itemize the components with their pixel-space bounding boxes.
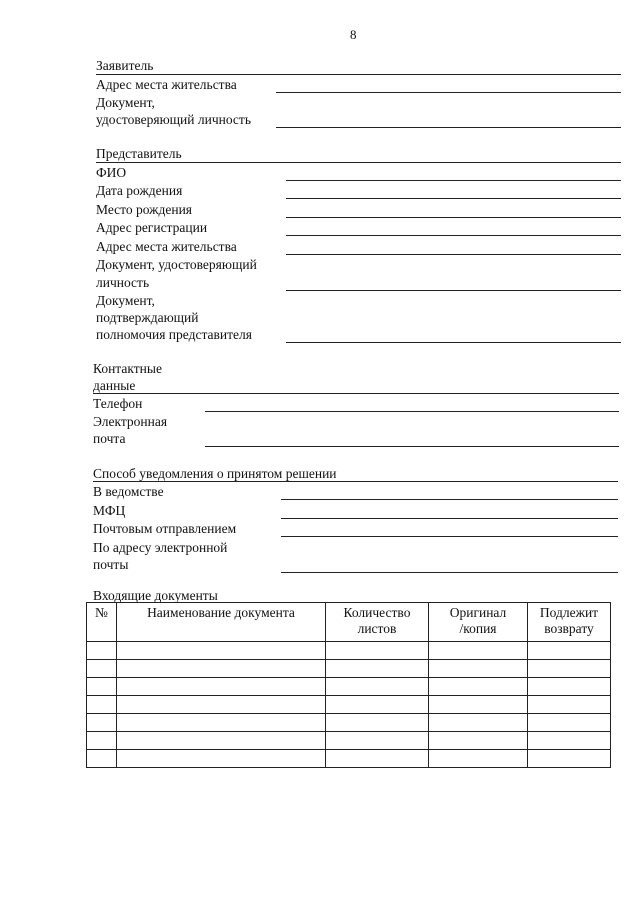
applicant-id-document-field[interactable]	[276, 127, 621, 128]
col-count-header	[326, 603, 429, 642]
contacts-phone-field[interactable]	[205, 411, 619, 412]
notification-option-mfc: МФЦ	[93, 503, 126, 518]
contacts-divider	[93, 393, 619, 394]
table-cell[interactable]	[326, 750, 429, 768]
contacts-email-field[interactable]	[205, 446, 619, 447]
col-original-header	[429, 603, 528, 642]
col-name-text: Наименование документа	[147, 605, 295, 620]
table-row	[87, 660, 611, 678]
representative-fio-label: ФИО	[96, 165, 127, 180]
col-count-text-2: листов	[357, 621, 397, 636]
representative-registration-label: Адрес регистрации	[96, 220, 208, 235]
table-cell[interactable]	[117, 714, 326, 732]
representative-id-document-label-2: личность	[96, 275, 150, 290]
table-cell[interactable]	[429, 678, 528, 696]
table-cell[interactable]	[117, 732, 326, 750]
table-cell[interactable]	[528, 714, 611, 732]
notification-divider	[93, 481, 618, 482]
documents-header-row	[87, 603, 611, 642]
representative-address-field[interactable]	[286, 254, 621, 255]
applicant-id-document-label-2: удостоверяющий личность	[96, 112, 251, 127]
representative-authority-field[interactable]	[286, 342, 621, 343]
representative-divider	[96, 162, 621, 163]
table-cell[interactable]	[528, 696, 611, 714]
table-cell[interactable]	[429, 714, 528, 732]
table-cell[interactable]	[117, 696, 326, 714]
table-cell[interactable]	[87, 678, 117, 696]
col-return-text-1: Подлежит	[539, 605, 599, 620]
notification-title: Способ уведомления о принятом решении	[93, 466, 337, 481]
table-cell[interactable]	[326, 678, 429, 696]
table-row	[87, 750, 611, 768]
table-cell[interactable]	[87, 732, 117, 750]
representative-id-document-field[interactable]	[286, 290, 621, 291]
col-name-header	[117, 603, 326, 642]
contacts-phone-label: Телефон	[93, 396, 143, 411]
col-count-text-1: Количество	[343, 605, 411, 620]
representative-authority-label-3: полномочия представителя	[96, 327, 252, 342]
representative-birth-date-label: Дата рождения	[96, 183, 183, 198]
applicant-address-label: Адрес места жительства	[96, 77, 237, 92]
applicant-divider	[96, 74, 621, 75]
table-cell[interactable]	[117, 750, 326, 768]
applicant-id-document-label-1: Документ,	[96, 95, 155, 110]
table-cell[interactable]	[429, 750, 528, 768]
contacts-email-label-1: Электронная	[93, 414, 168, 429]
table-cell[interactable]	[326, 696, 429, 714]
documents-table	[86, 602, 611, 768]
col-return-text-2: возврату	[544, 621, 594, 636]
notification-option-email-1: По адресу электронной	[93, 540, 228, 555]
table-cell[interactable]	[87, 642, 117, 660]
documents-title: Входящие документы	[93, 588, 218, 603]
table-row	[87, 714, 611, 732]
table-cell[interactable]	[326, 714, 429, 732]
table-cell[interactable]	[87, 660, 117, 678]
notification-agency-field[interactable]	[281, 499, 618, 500]
table-cell[interactable]	[87, 750, 117, 768]
notification-option-post: Почтовым отправлением	[93, 521, 237, 536]
notification-option-email-2: почты	[93, 557, 129, 572]
table-row	[87, 732, 611, 750]
table-cell[interactable]	[528, 642, 611, 660]
table-cell[interactable]	[87, 696, 117, 714]
notification-post-field[interactable]	[281, 536, 618, 537]
table-cell[interactable]	[117, 660, 326, 678]
table-cell[interactable]	[87, 714, 117, 732]
page-number: 8	[350, 27, 357, 42]
table-cell[interactable]	[117, 678, 326, 696]
table-row	[87, 642, 611, 660]
applicant-title: Заявитель	[96, 58, 154, 73]
table-row	[87, 678, 611, 696]
representative-registration-field[interactable]	[286, 235, 621, 236]
representative-birth-date-field[interactable]	[286, 198, 621, 199]
table-cell[interactable]	[429, 696, 528, 714]
representative-authority-label-2: подтверждающий	[96, 310, 199, 325]
representative-birth-place-label: Место рождения	[96, 202, 193, 217]
table-cell[interactable]	[326, 732, 429, 750]
representative-authority-label-1: Документ,	[96, 293, 155, 308]
table-cell[interactable]	[528, 660, 611, 678]
representative-birth-place-field[interactable]	[286, 217, 621, 218]
col-original-text-2: /копия	[459, 621, 497, 636]
col-num-header	[87, 603, 117, 642]
notification-option-agency: В ведомстве	[93, 484, 164, 499]
table-cell[interactable]	[326, 660, 429, 678]
table-cell[interactable]	[429, 642, 528, 660]
table-cell[interactable]	[326, 642, 429, 660]
applicant-address-field[interactable]	[276, 92, 621, 93]
representative-fio-field[interactable]	[286, 180, 621, 181]
representative-address-label: Адрес места жительства	[96, 239, 237, 254]
table-cell[interactable]	[528, 678, 611, 696]
contacts-email-label-2: почта	[93, 431, 126, 446]
contacts-title-2: данные	[93, 378, 136, 393]
contacts-title-1: Контактные	[93, 361, 162, 376]
notification-mfc-field[interactable]	[281, 518, 618, 519]
table-cell[interactable]	[117, 642, 326, 660]
table-row	[87, 696, 611, 714]
representative-id-document-label-1: Документ, удостоверяющий	[96, 257, 257, 272]
col-num-text: №	[95, 605, 108, 620]
table-cell[interactable]	[429, 660, 528, 678]
col-return-header	[528, 603, 611, 642]
table-cell[interactable]	[528, 732, 611, 750]
notification-email-field[interactable]	[281, 572, 618, 573]
col-original-text-1: Оригинал	[449, 605, 507, 620]
table-cell[interactable]	[528, 750, 611, 768]
table-cell[interactable]	[429, 732, 528, 750]
representative-title: Представитель	[96, 146, 182, 161]
